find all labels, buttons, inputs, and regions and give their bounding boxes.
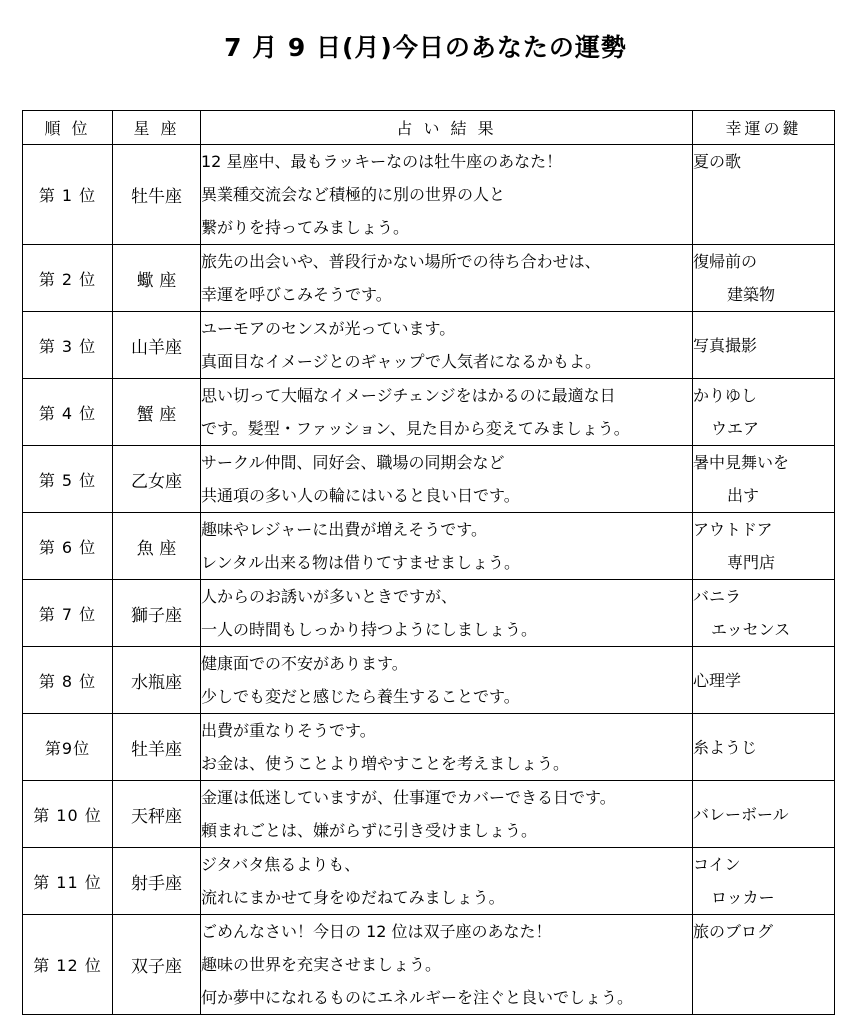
rank-cell: 第 11 位 (23, 848, 113, 915)
result-cell (201, 580, 693, 647)
result-line: 趣味やレジャーに出費が増えそうです。 (201, 520, 488, 539)
result-cell (201, 446, 693, 513)
table-row (23, 781, 835, 848)
result-line: 出費が重なりそうです。 (201, 721, 376, 740)
table-row (23, 312, 835, 379)
result-line: 一人の時間もしっかり持つようにしましょう。 (201, 620, 538, 639)
result-cell (201, 647, 693, 714)
lucky-key-cell (693, 647, 835, 714)
sign-cell: 牡牛座 (113, 145, 201, 245)
result-line: ユーモアのセンスが光っています。 (201, 319, 456, 338)
sign-cell: 牡羊座 (113, 714, 201, 781)
result-line: 健康面での不安があります。 (201, 654, 408, 673)
sign-cell: 双子座 (113, 915, 201, 1015)
result-line: 何か夢中になれるものにエネルギーを注ぐと良いでしょう。 (201, 988, 634, 1007)
rank-cell: 第9位 (23, 714, 113, 781)
result-line: 共通項の多い人の輪にはいると良い日です。 (201, 486, 520, 505)
result-line: 頼まれごとは、嫌がらずに引き受けましょう。 (201, 821, 538, 840)
lucky-key-cell (693, 245, 835, 312)
sign-cell: 蠍 座 (113, 245, 201, 312)
lucky-key-cell (693, 513, 835, 580)
result-line: 金運は低迷していますが、仕事運でカバーできる日です。 (201, 788, 616, 807)
lucky-key-line: 復帰前の (693, 252, 758, 271)
rank-cell: 第 8 位 (23, 647, 113, 714)
result-line: 繋がりを持ってみましょう。 (201, 218, 410, 237)
result-cell (201, 312, 693, 379)
table-row (23, 379, 835, 446)
lucky-key-cell (693, 145, 835, 245)
rank-cell: 第 3 位 (23, 312, 113, 379)
result-cell (201, 513, 693, 580)
result-line: サークル仲間、同好会、職場の同期会など (201, 453, 505, 472)
table-row (23, 513, 835, 580)
lucky-key-line: 糸ようじ (693, 737, 758, 757)
sign-cell: 山羊座 (113, 312, 201, 379)
result-line: レンタル出来る物は借りてすませましょう。 (201, 553, 520, 572)
lucky-key-cell (693, 312, 835, 379)
lucky-key-line: ウエア (711, 419, 760, 438)
lucky-key-line: 写真撮影 (693, 335, 758, 355)
result-line: 幸運を呼びこみそうです。 (201, 285, 392, 304)
table-row (23, 446, 835, 513)
page-title: 7 月 9 日(月)今日のあなたの運勢 (224, 33, 627, 62)
result-cell (201, 781, 693, 848)
sign-cell: 蟹 座 (113, 379, 201, 446)
header-row (23, 111, 835, 145)
lucky-key-line: 夏の歌 (693, 152, 742, 171)
table-row (23, 245, 835, 312)
result-cell (201, 145, 693, 245)
lucky-key-cell (693, 580, 835, 647)
result-line: 少しでも変だと感じたら養生することです。 (201, 687, 520, 706)
result-line: 12 星座中、最もラッキーなのは牡牛座のあなた！ (201, 152, 563, 171)
table-body (23, 145, 835, 1015)
lucky-key-cell (693, 781, 835, 848)
column-header-sign: 星 座 (113, 111, 201, 145)
table-row (23, 647, 835, 714)
table-row (23, 915, 835, 1015)
column-header-key: 幸運の鍵 (693, 111, 835, 145)
result-cell (201, 714, 693, 781)
result-line: 異業種交流会など積極的に別の世界の人と (201, 185, 506, 204)
result-cell (201, 915, 693, 1015)
result-line: 真面目なイメージとのギャップで人気者になるかもよ。 (201, 352, 602, 371)
table-row (23, 714, 835, 781)
lucky-key-cell (693, 714, 835, 781)
lucky-key-line: 出す (727, 486, 760, 505)
result-cell (201, 848, 693, 915)
column-header-result: 占 い 結 果 (201, 111, 693, 145)
lucky-key-line: 建築物 (727, 285, 776, 304)
rank-cell: 第 10 位 (23, 781, 113, 848)
sign-cell: 水瓶座 (113, 647, 201, 714)
lucky-key-line: 心理学 (693, 670, 742, 690)
sign-cell: 魚 座 (113, 513, 201, 580)
rank-cell: 第 12 位 (23, 915, 113, 1015)
result-line: 流れにまかせて身をゆだねてみましょう。 (201, 888, 505, 907)
lucky-key-cell (693, 379, 835, 446)
table-row (23, 145, 835, 245)
lucky-key-line: ロッカー (711, 888, 775, 907)
lucky-key-line: かりゆし (693, 386, 758, 405)
column-header-rank: 順 位 (23, 111, 113, 145)
result-line: 旅先の出会いや、普段行かない場所での待ち合わせは、 (201, 252, 601, 271)
fortune-table (22, 110, 835, 1015)
result-line: ごめんなさい！今日の 12 位は双子座のあなた！ (201, 922, 552, 941)
lucky-key-cell (693, 915, 835, 1015)
lucky-key-line: 旅のブログ (693, 922, 774, 941)
rank-cell: 第 6 位 (23, 513, 113, 580)
result-cell (201, 245, 693, 312)
result-line: 人からのお誘いが多いときですが、 (201, 587, 458, 606)
sign-cell: 射手座 (113, 848, 201, 915)
result-line: ジタバタ焦るよりも、 (201, 855, 361, 874)
result-cell (201, 379, 693, 446)
lucky-key-cell (693, 848, 835, 915)
lucky-key-line: 暑中見舞いを (693, 453, 790, 472)
table-row (23, 580, 835, 647)
table-row (23, 848, 835, 915)
sign-cell: 乙女座 (113, 446, 201, 513)
lucky-key-cell (693, 446, 835, 513)
rank-cell: 第 4 位 (23, 379, 113, 446)
rank-cell: 第 7 位 (23, 580, 113, 647)
result-line: 趣味の世界を充実させましょう。 (201, 955, 442, 974)
lucky-key-line: 専門店 (727, 553, 776, 572)
lucky-key-line: バレーボール (693, 804, 789, 824)
rank-cell: 第 1 位 (23, 145, 113, 245)
rank-cell: 第 5 位 (23, 446, 113, 513)
result-line: です。髪型・ファッション、見た目から変えてみましょう。 (201, 419, 630, 438)
lucky-key-line: エッセンス (711, 620, 791, 639)
lucky-key-line: コイン (693, 855, 741, 874)
lucky-key-line: アウトドア (693, 520, 773, 539)
result-line: お金は、使うことより増やすことを考えましょう。 (201, 754, 570, 773)
lucky-key-line: バニラ (693, 587, 742, 606)
rank-cell: 第 2 位 (23, 245, 113, 312)
sign-cell: 獅子座 (113, 580, 201, 647)
sign-cell: 天秤座 (113, 781, 201, 848)
result-line: 思い切って大幅なイメージチェンジをはかるのに最適な日 (201, 386, 616, 405)
